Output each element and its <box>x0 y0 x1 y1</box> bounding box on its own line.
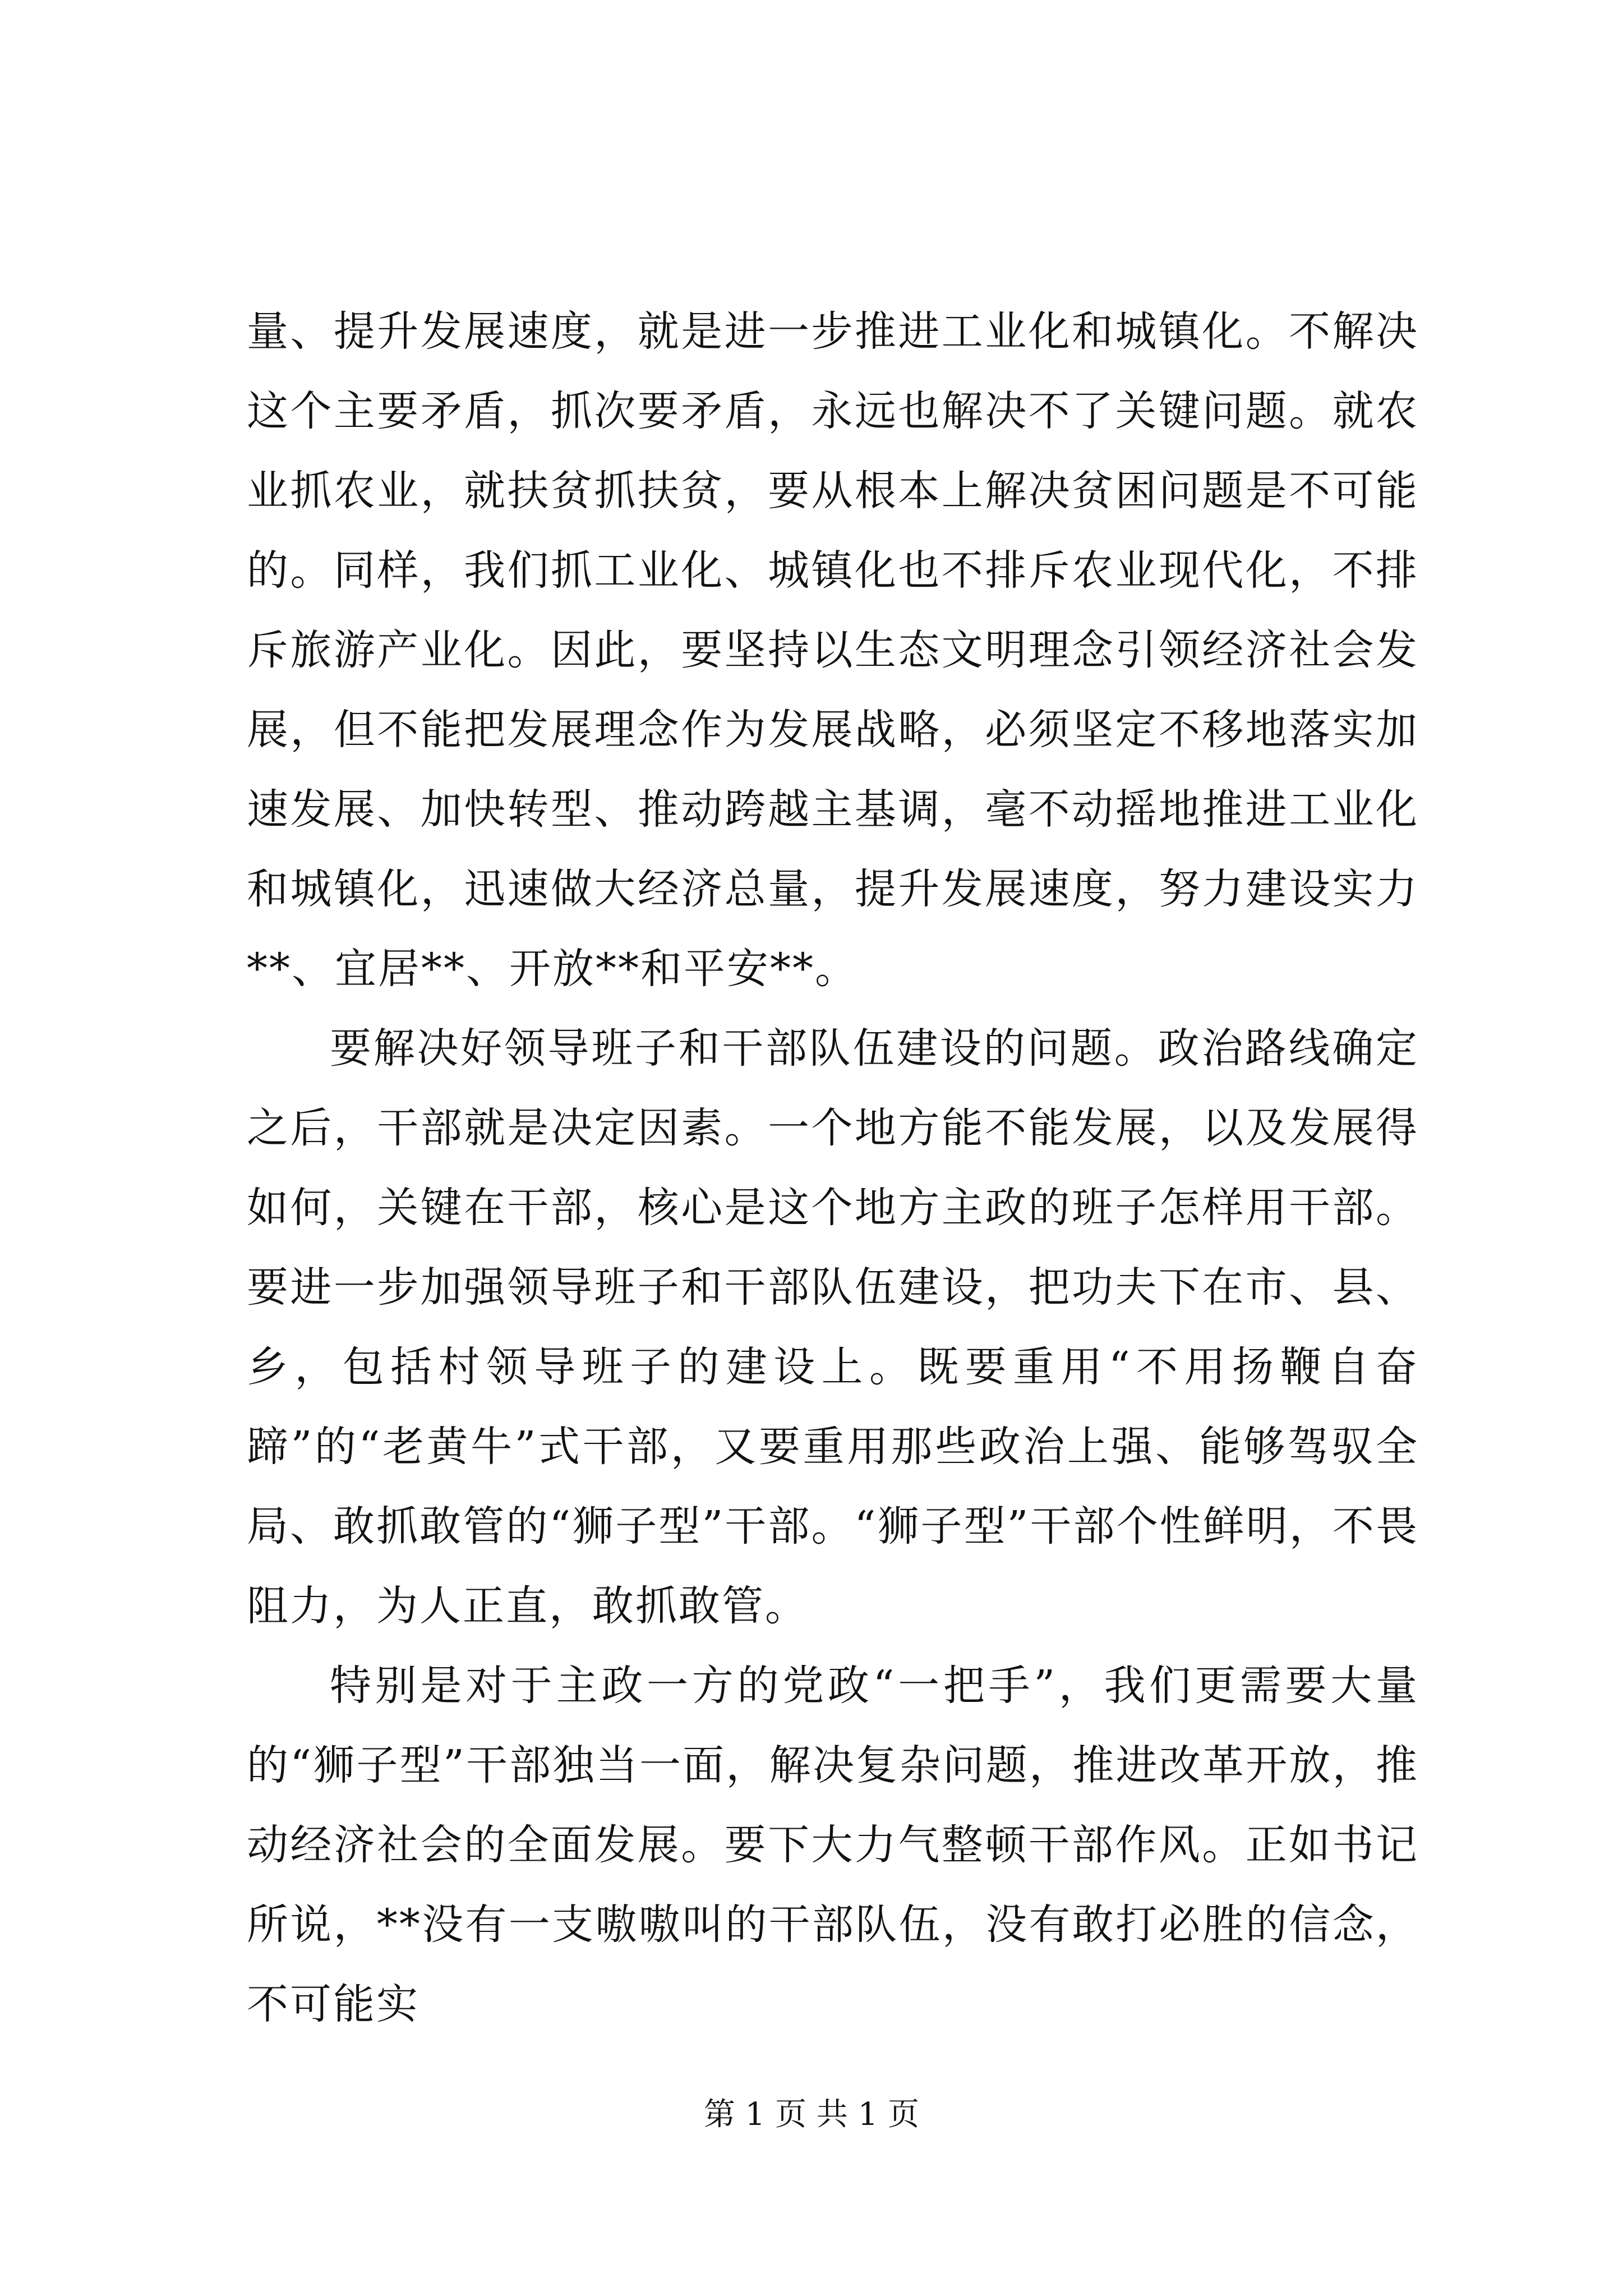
document-body <box>247 292 1419 2044</box>
page-footer: 第 1 页 共 1 页 <box>703 2096 920 2133</box>
paragraph-continuation: 量、提升发展速度，就是进一步推进工业化和城镇化。不解决这个主要矛盾，抓次要矛盾，永远也解决不了关键问题。就农业抓农业，就扶贫抓扶贫，要从根本上解决贫困问题是不可能的。同样，我们抓工业化、城镇化也不排斥农业现代化，不排斥旅游产业化。因此，要坚持以生态文明理念引领经济社会发展，但不能把发展理念作为发展战略，必须坚定不移地落实加速发展、加快转型、推动跨越主基调，毫不动摇地推进工业化和城镇化，迅速做大经济总量，提升发展速度，努力建设实力**、宜居**、开放**和平安**。 <box>247 307 1419 993</box>
paragraph-leadership-team: 要解决好领导班子和干部队伍建设的问题。政治路线确定之后，干部就是决定因素。一个地方能不能发展，以及发展得如何，关键在干部，核心是这个地方主政的班子怎样用干部。要进一步加强领导班子和干部队伍建设，把功夫下在市、县、乡，包括村领导班子的建设上。既要重用“不用扬鞭自奋蹄”的“老黄牛”式干部，又要重用那些政治上强、能够驾驭全局、敢抓敢管的“狮子型”干部。“狮子型”干部个性鲜明，不畏阻力，为人正直，敢抓敢管。 <box>247 1024 1419 1630</box>
paragraph-top-leaders: 特别是对于主政一方的党政“一把手”，我们更需要大量的“狮子型”干部独当一面，解决复杂问题，推进改革开放，推动经济社会的全面发展。要下大力气整顿干部作风。正如书记所说，**没有一支嗷嗷叫的干部队伍，没有敢打必胜的信念，不可能实 <box>247 1662 1419 2028</box>
